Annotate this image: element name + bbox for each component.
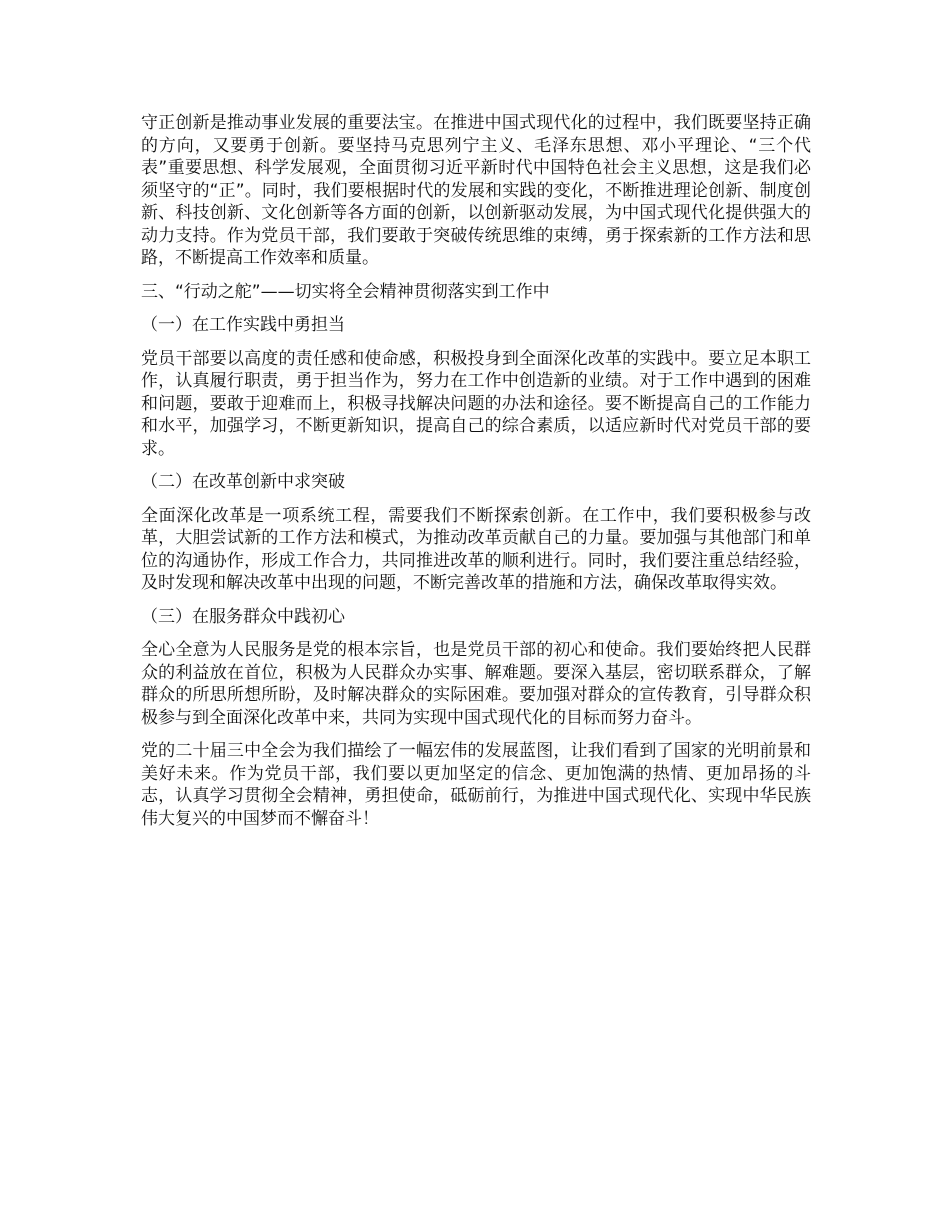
section-heading-3: 三、“行动之舵”——切实将全会精神贯彻落实到工作中 bbox=[141, 281, 550, 302]
document-page bbox=[141, 112, 811, 841]
paragraph-conclusion: 党的二十届三中全会为我们描绘了一幅宏伟的发展蓝图，让我们看到了国家的光明前景和美好未来。作为党员干部，我们要以更加坚定的信念、更加饱满的热情、更加昂扬的斗志，认真学习贯彻全会精神，勇担使命，砥砺前行，为推进中国式现代化、实现中华民族伟大复兴的中国梦而不懈奋斗！ bbox=[141, 741, 811, 829]
subheading-2: （二）在改革创新中求突破 bbox=[141, 472, 345, 492]
paragraph-shouzheng-chuangxin: 守正创新是推动事业发展的重要法宝。在推进中国式现代化的过程中，我们既要坚持正确的方向，又要勇于创新。要坚持马克思列宁主义、毛泽东思想、邓小平理论、“三个代表”重要思想、科学发展观，全面贯彻习近平新时代中国特色社会主义思想，这是我们必须坚守的“正”。同时，我们要根据时代的发展和实践的变化，不断推进理论创新、制度创新、科技创新、文化创新等各方面的创新，以创新驱动发展，为中国式现代化提供强大的动力支持。作为党员干部，我们要敢于突破传统思维的束缚，勇于探索新的工作方法和思路，不断提高工作效率和质量。 bbox=[141, 113, 811, 268]
paragraph-serve-masses: 全心全意为人民服务是党的根本宗旨，也是党员干部的初心和使命。我们要始终把人民群众的利益放在首位，积极为人民群众办实事、解难题。要深入基层，密切联系群众，了解群众的所思所想所盼，及时解决群众的实际困难。要加强对群众的宣传教育，引导群众积极参与到全面深化改革中来，共同为实现中国式现代化的目标而努力奋斗。 bbox=[141, 640, 811, 728]
subheading-1: （一）在工作实践中勇担当 bbox=[141, 315, 345, 335]
paragraph-reform-innovation: 全面深化改革是一项系统工程，需要我们不断探索创新。在工作中，我们要积极参与改革，大胆尝试新的工作方法和模式，为推动改革贡献自己的力量。要加强与其他部门和单位的沟通协作，形成工作合力，共同推进改革的顺利进行。同时，我们要注重总结经验，及时发现和解决改革中出现的问题，不断完善改革的措施和方法，确保改革取得实效。 bbox=[141, 505, 811, 593]
paragraph-work-practice: 党员干部要以高度的责任感和使命感，积极投身到全面深化改革的实践中。要立足本职工作，认真履行职责，勇于担当作为，努力在工作中创造新的业绩。对于工作中遇到的困难和问题，要敢于迎难而上，积极寻找解决问题的办法和途径。要不断提高自己的工作能力和水平，加强学习，不断更新知识，提高自己的综合素质，以适应新时代对党员干部的要求。 bbox=[141, 348, 811, 459]
subheading-3: （三）在服务群众中践初心 bbox=[141, 606, 345, 627]
